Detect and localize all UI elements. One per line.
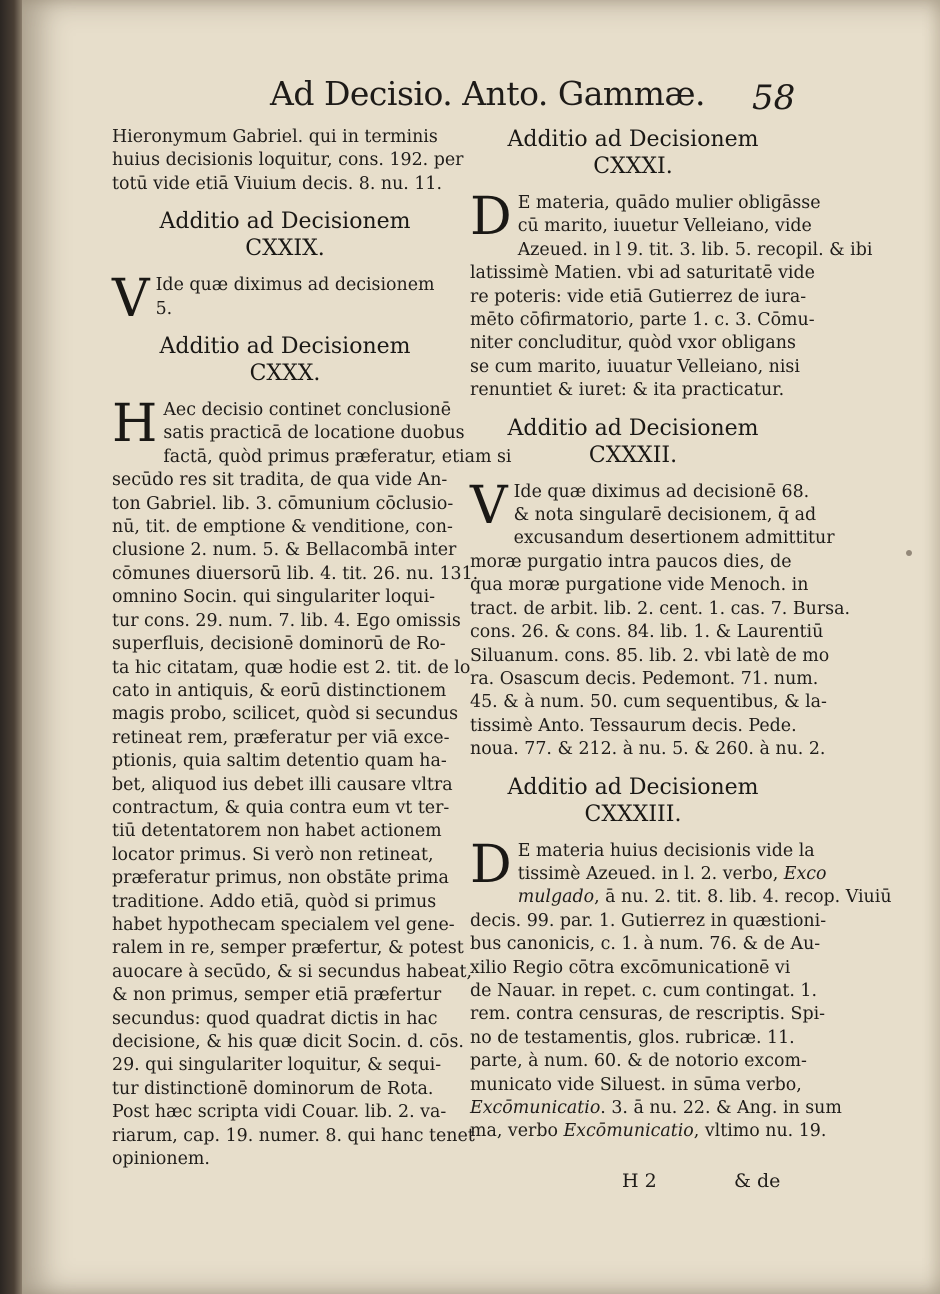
text-line: & nota singularē decisionem, q̄ ad [513, 505, 817, 526]
text-line: huius decisionis loquitur, cons. 192. per [112, 150, 464, 171]
text-line: decisione, & his quæ dicit Socin. d. cōs. [112, 1032, 464, 1052]
text-line: secundus: quod quadrat dictis in hac [112, 1008, 438, 1029]
text-line: traditione. Addo etiā, quòd si primus [112, 891, 437, 912]
text-line: totū vide etiā Viuium decis. 8. nu. 11. [112, 173, 442, 194]
page-blemish [906, 550, 912, 556]
text-line: præferatur primus, non obstāte prima [112, 868, 449, 889]
text-line: cōmunes diuersorū lib. 4. tit. 26. nu. 131. [112, 563, 479, 584]
paragraph-133 [470, 834, 892, 1144]
catchword: & de [734, 1170, 781, 1192]
text-line: riarum, cap. 19. numer. 8. qui hanc tenet [112, 1125, 475, 1146]
section-number: CXXXII. [588, 442, 678, 468]
drop-cap: V [470, 475, 508, 536]
text-line: contractum, & quia contra eum vt ter- [112, 797, 450, 818]
text-line: renuntiet & iuret: & ita practicatur. [470, 380, 785, 401]
text-line [470, 1120, 827, 1143]
right-column [470, 126, 892, 1144]
text-line: ta hic citatam, quæ hodie est 2. tit. de lo [112, 657, 471, 678]
section-heading: Additio ad Decisionem [507, 415, 759, 441]
text-line: Hieronymum Gabriel. qui in terminis [112, 127, 438, 147]
text-line: 45. & à num. 50. cum sequentibus, & la- [470, 692, 827, 713]
text-line: tract. de arbit. lib. 2. cent. 1. cas. 7. Bursa. [470, 598, 850, 619]
text-line: factā, quòd primus præferatur, etiam si [163, 446, 512, 467]
text-line: re poteris: vide etiā Gutierrez de iura- [470, 286, 807, 307]
text-line [470, 863, 827, 886]
text-line: cato in antiquis, & eorū distinctionem [112, 680, 447, 701]
section-heading: Additio ad Decisionem [507, 774, 759, 800]
text-line: secūdo res sit tradita, de qua vide An- [112, 470, 448, 491]
text-line: ralem in re, semper præfertur, & potest [112, 938, 464, 959]
text-line: no de testamentis, glos. rubricæ. 11. [470, 1027, 795, 1048]
italic-term: Exco [783, 863, 827, 884]
text-line: tissimè Anto. Tessaurum decis. Pede. [470, 715, 797, 736]
text-line: ra. Osascum decis. Pedemont. 71. num. [470, 668, 819, 689]
text-line: & non primus, semper etiā præfertur [112, 985, 442, 1006]
text-line [470, 886, 892, 909]
section-number: CXXIX. [245, 236, 325, 262]
text-line: omnino Socin. qui singulariter loqui- [112, 587, 436, 608]
section-heading: Additio ad Decisionem [159, 334, 411, 360]
text-line: mēto cōfirmatorio, parte 1. c. 3. Cōmu- [470, 310, 815, 331]
section-heading: Additio ad Decisionem [507, 127, 759, 152]
text-line: de Nauar. in repet. c. cum contingat. 1. [470, 980, 817, 1001]
text-run: , ā nu. 2. tit. 8. lib. 4. recop. Viuiū [594, 887, 892, 908]
text-line: Aec decisio continet conclusionē [163, 400, 452, 421]
text-line: Post hæc scripta vidi Couar. lib. 2. va- [112, 1102, 447, 1123]
text-run: ma, verbo [470, 1121, 564, 1142]
text-line: bet, aliquod ius debet illi causare vltra [112, 774, 453, 795]
text-line: superfluis, decisionē dominorū de Ro- [112, 634, 446, 655]
text-line: satis practicā de locatione duobus [163, 423, 465, 444]
text-line: qua moræ purgatione vide Menoch. in [470, 575, 809, 596]
text-line: retineat rem, præferatur per viā exce- [112, 727, 450, 748]
text-line: locator primus. Si verò non retineat, [112, 844, 434, 865]
text-run: , vltimo nu. 19. [693, 1121, 827, 1142]
text-line: Azeued. in l 9. tit. 3. lib. 5. recopil. & ibi [517, 239, 873, 260]
text-line: tur distinctionē dominorum de Rota. [112, 1078, 434, 1099]
drop-cap: D [470, 187, 512, 247]
folio-number: 58 [752, 78, 796, 118]
text-line: cons. 26. & cons. 84. lib. 1. & Laurentiū [470, 622, 824, 643]
text-line: decis. 99. par. 1. Gutierrez in quæstioni- [470, 910, 827, 931]
text-line: noua. 77. & 212. à nu. 5. & 260. à nu. 2. [470, 739, 826, 760]
paragraph-132 [470, 475, 850, 762]
text-line: magis probo, scilicet, quòd si secundus [112, 704, 459, 725]
text-line [470, 1097, 842, 1120]
drop-cap: H [112, 394, 158, 455]
text-line: municato vide Siluest. in sūma verbo, [470, 1074, 802, 1095]
paragraph-130 [112, 394, 512, 1171]
text-line: tur cons. 29. num. 7. lib. 4. Ego omissis [112, 610, 461, 631]
text-run: . 3. ā nu. 22. & Ang. in sum [600, 1098, 842, 1118]
drop-cap: D [470, 834, 512, 895]
text-line: ton Gabriel. lib. 3. cōmunium cōclusio- [112, 493, 454, 514]
text-line: 5. [155, 298, 173, 319]
text-run: tissimè Azeued. in l. 2. verbo, [517, 863, 784, 884]
left-column [112, 126, 512, 1171]
section-number: CXXXIII. [584, 801, 682, 827]
text-line: E materia, quādo mulier obligāsse [517, 193, 821, 213]
text-line: E materia huius decisionis vide la [517, 840, 815, 861]
text-line: Siluanum. cons. 85. lib. 2. vbi latè de mo [470, 645, 830, 666]
text-line: latissimè Matien. vbi ad saturitatē vide [470, 263, 815, 284]
section-heading: Additio ad Decisionem [159, 209, 411, 235]
text-line: se cum marito, iuuatur Velleiano, nisi [470, 356, 800, 377]
text-line: Ide quæ diximus ad decisionem [155, 275, 435, 296]
text-line: xilio Regio cōtra excōmunicationē vi [470, 957, 791, 978]
running-title: Ad Decisio. Anto. Gammæ. [270, 74, 705, 113]
text-line: nū, tit. de emptione & venditione, con- [112, 517, 453, 538]
section-number: CXXXI. [593, 154, 673, 179]
paragraph-131 [470, 187, 873, 403]
text-line: moræ purgatio intra paucos dies, de [470, 551, 792, 572]
text-line: excusandum desertionem admittitur [513, 528, 835, 549]
text-line: parte, à num. 60. & de notorio excom- [470, 1051, 807, 1072]
text-line: habet hypothecam specialem vel gene- [112, 914, 455, 935]
italic-term: Excōmunicatio [563, 1121, 694, 1142]
text-line: auocare à secūdo, & si secundus habeat, [112, 961, 473, 982]
paragraph-129 [112, 269, 458, 330]
text-line: ptionis, quia saltim detentio quam ha- [112, 751, 447, 772]
drop-cap: V [112, 269, 150, 330]
text-line: 29. qui singulariter loquitur, & sequi- [112, 1055, 442, 1076]
text-line: cū marito, iuuetur Velleiano, vide [517, 216, 812, 237]
italic-term: Excōmunicatio [470, 1098, 601, 1118]
text-line: opinionem. [112, 1149, 210, 1170]
text-line: Ide quæ diximus ad decisionē 68. [513, 481, 810, 502]
text-line: clusione 2. num. 5. & Bellacombā inter [112, 540, 457, 561]
text-line: tiū detentatorem non habet actionem [112, 821, 442, 842]
signature-mark: H 2 [622, 1170, 657, 1192]
text-line: bus canonicis, c. 1. à num. 76. & de Au- [470, 934, 821, 955]
text-line: niter concluditur, quòd vxor obligans [470, 333, 796, 354]
italic-term: mulgado [517, 887, 595, 908]
text-line: rem. contra censuras, de rescriptis. Spi- [470, 1004, 826, 1025]
section-number: CXXX. [249, 361, 321, 387]
